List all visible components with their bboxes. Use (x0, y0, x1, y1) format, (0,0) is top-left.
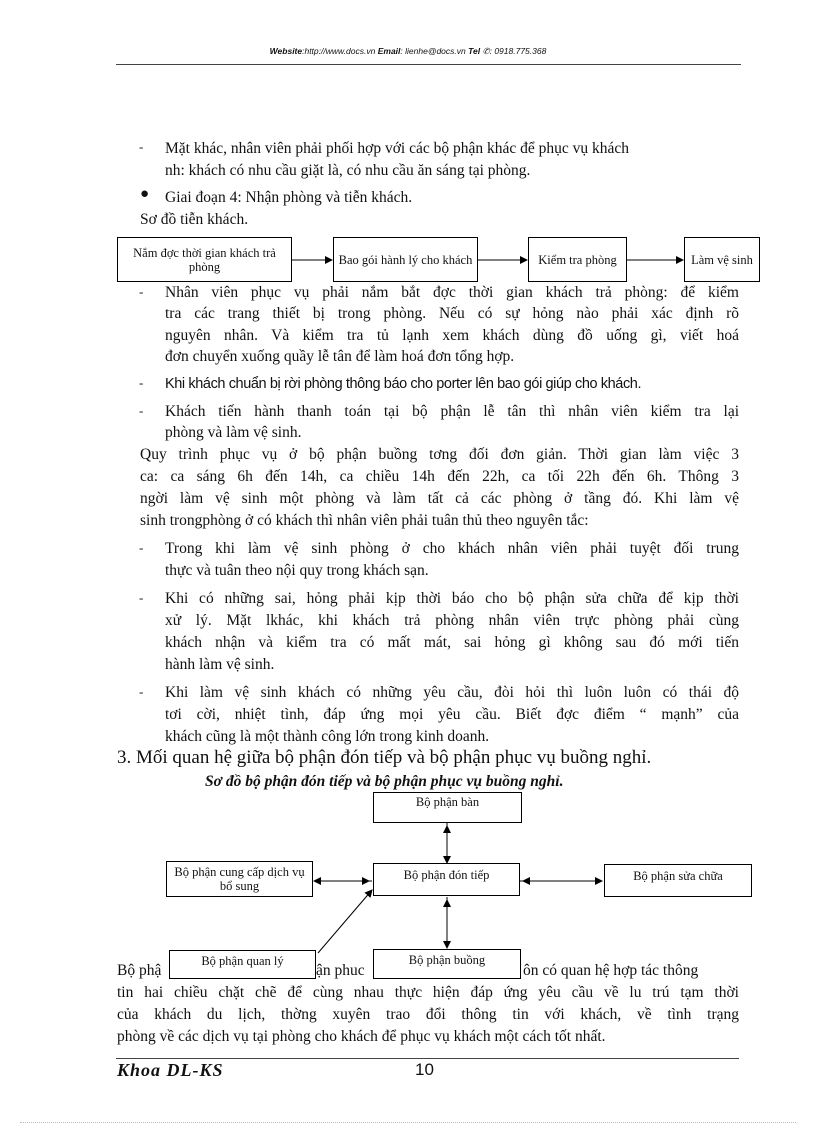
email-label: Email (377, 46, 401, 56)
diagram-subtitle: Sơ đồ bộ phận đón tiếp và bộ phận phục vụ buồng nghỉ. (205, 773, 564, 790)
flow-box-pack-luggage: Bao gói hành lý cho khách (333, 237, 478, 282)
paragraph-line: đơn chuyển xuống quầy lễ tân để làm hoá đơn tổng hợp. (165, 348, 515, 365)
paragraph-line: ngời làm vệ sinh một phòng và làm tất cả các phòng ở tầng đó. Khi làm vệ (140, 490, 739, 507)
paragraph-line: Giai đoạn 4: Nhận phòng và tiễn khách. (165, 189, 413, 206)
section-title: 3. Mối quan hệ giữa bộ phận đón tiếp và bộ phận phục vụ buồng nghỉ. (117, 747, 652, 768)
paragraph-line: Bộ phậ (117, 962, 162, 979)
paragraph-line: khách nhận và kiểm tra có mất mát, sai hỏng gì không sau đó mới tiến (165, 634, 739, 651)
paragraph-line: Khách tiến hành thanh toán tại bộ phận lễ tân thì nhân viên kiểm tra lại (165, 403, 739, 420)
footer-rule (116, 1058, 739, 1059)
paragraph-line: Khi có những sai, hỏng phải kịp thời báo cho bộ phận sửa chữa để kịp thời (165, 590, 739, 607)
dash-bullet: - (139, 684, 144, 699)
round-bullet: ● (140, 186, 150, 202)
node-reception-dept: Bộ phận đón tiếp (373, 863, 520, 896)
paragraph-line: Quy trình phục vụ ở bộ phận buồng tơng đối đơn giản. Thời gian làm việc 3 (140, 446, 739, 463)
paragraph-line: Khi khách chuẩn bị rời phòng thông báo cho porter lên bao gói giúp cho khách. (165, 376, 642, 392)
paragraph-line: Trong khi làm vệ sinh phòng ở cho khách nhân viên phải tuyệt đối trung (165, 540, 739, 557)
paragraph-line: nguyên nhân. Và kiểm tra tủ lạnh xem khách dùng đồ uống gì, viết hoá (165, 327, 739, 344)
node-repair-dept: Bộ phận sửa chữa (604, 864, 752, 897)
email-value[interactable]: : lienhe@docs.vn (400, 46, 466, 56)
node-table-dept: Bộ phận bàn (373, 792, 522, 823)
diagram-caption: Sơ đồ tiễn khách. (140, 211, 249, 228)
paragraph-line: Nhân viên phục vụ phải nắm bắt đợc thời gian khách trả phòng: để kiểm (165, 284, 739, 301)
dash-bullet: - (139, 403, 144, 418)
dash-bullet: - (139, 590, 144, 605)
paragraph-line: sinh trongphòng ở có khách thì nhân viên phải tuân thủ theo nguyên tắc: (140, 512, 589, 529)
paragraph-line: xử lý. Mặt lkhác, khi khách trả phòng nhân viên trực phòng phải cùng (165, 612, 739, 629)
paragraph-line: thực và tuân theo nội quy trong khách sạn. (165, 562, 429, 579)
paragraph-line: Khi làm vệ sinh khách có những yêu cầu, đòi hỏi thì luôn luôn có thái độ (165, 684, 739, 701)
paragraph-line: phòng về các dịch vụ tại phòng cho khách để phục vụ khách một cách tốt nhất. (117, 1028, 606, 1045)
flow-box-catch-checkout-time: Nắm đợc thời gian khách trả phòng (117, 237, 292, 282)
flow-box-check-room: Kiểm tra phòng (528, 237, 627, 282)
paragraph-line: phòng và làm vệ sinh. (165, 424, 302, 441)
page-number: 10 (415, 1060, 434, 1079)
dash-bullet: - (139, 540, 144, 555)
node-housekeeping-dept: Bộ phận buồng (373, 949, 521, 979)
paragraph-line: nh: khách có nhu cầu giặt là, có nhu cầu ăn sáng tại phòng. (165, 162, 531, 179)
paragraph-line: tin hai chiều chặt chẽ để cùng nhau thực hiện đáp ứng yêu cầu về lu trú tạm thời (117, 984, 739, 1001)
paragraph-line: ận phuc (316, 962, 365, 979)
link-arrow (318, 890, 372, 953)
website-value[interactable]: :http://www.docs.vn (302, 46, 376, 56)
paragraph-line: ôn có quan hệ hợp tác thông (523, 962, 699, 979)
node-extra-services-dept: Bộ phận cung cấp dịch vụ bổ sung (166, 861, 313, 897)
dash-bullet: - (139, 284, 144, 299)
footer-faculty: Khoa DL-KS (117, 1060, 224, 1080)
tel-label: Tel (468, 46, 481, 56)
website-label: Website (269, 46, 303, 56)
tel-value: : 0918.775.368 (489, 46, 547, 56)
paragraph-line: tơi cời, nhiệt tình, đáp ứng mọi yêu cầu. Biết đợc điểm “ mạnh” của (165, 706, 739, 723)
paragraph-line: hành làm vệ sinh. (165, 656, 275, 673)
dash-bullet: - (139, 375, 144, 390)
paragraph-line: của khách du lịch, thờng xuyên trao đổi thông tin với khách, về tình trạng (117, 1006, 739, 1023)
dash-bullet: - (139, 139, 144, 154)
node-management-dept: Bộ phận quan lý (169, 950, 316, 979)
paragraph-line: tra các trang thiết bị trong phòng. Nếu có sự hỏng nào phải xác định rõ (165, 305, 739, 322)
flow-box-clean: Làm vệ sinh (684, 237, 760, 282)
paragraph-line: Mặt khác, nhân viên phải phối hợp với các bộ phận khác để phục vụ khách (165, 140, 630, 157)
paragraph-line: ca: ca sáng 6h đến 14h, ca chiều 14h đến 22h, ca tối 22h đến 6h. Thông 3 (140, 468, 739, 485)
paragraph-line: khách cũng là một thành công lớn trong kinh doanh. (165, 728, 490, 745)
phone-icon: ✆ (482, 46, 490, 56)
